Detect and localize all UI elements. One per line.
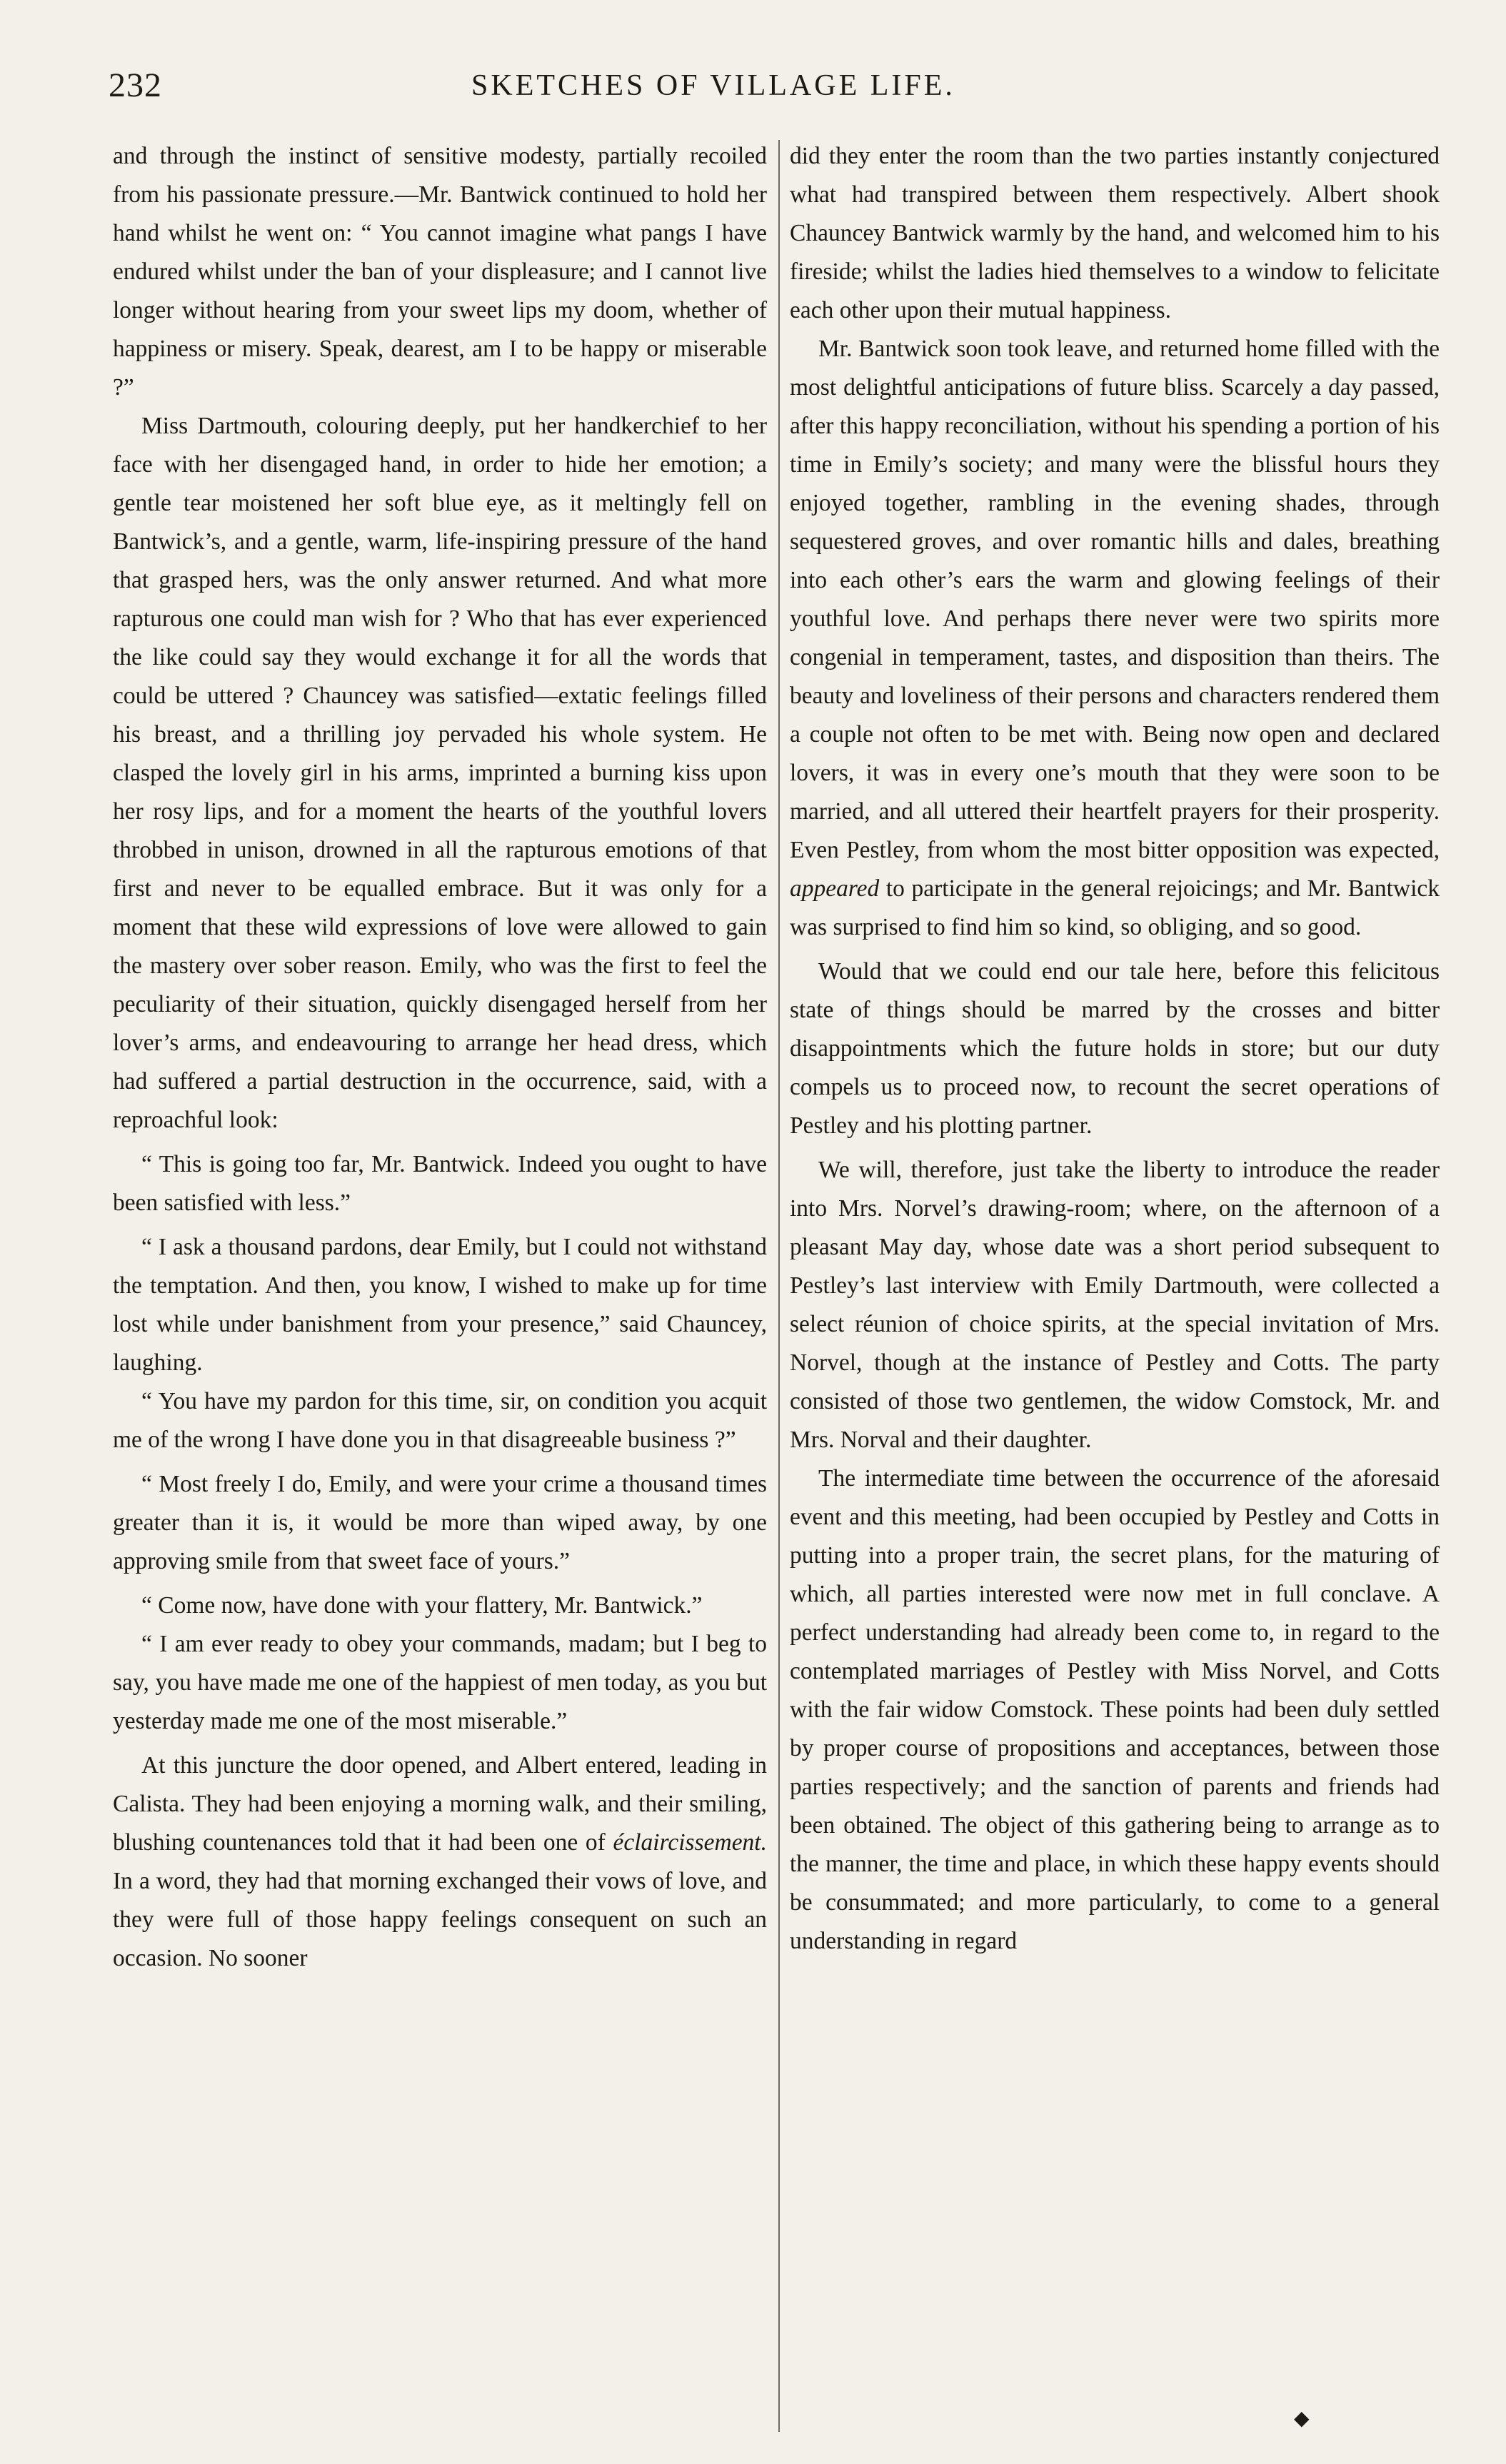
page-number: 232 <box>109 66 162 104</box>
paragraph: “ This is going too far, Mr. Bantwick. Indeed you ought to have been satisfied with less.” <box>113 1151 767 1216</box>
italic-text: appeared <box>790 875 880 902</box>
paragraph <box>113 1746 767 1978</box>
paragraph: “ I am ever ready to obey your commands, madam; but I beg to say, you have made me one of the happiest of men today, as you but yesterday made me one of the most miserable.” <box>113 1631 767 1734</box>
printer-mark: ◆ <box>1294 2408 1310 2430</box>
right-column <box>790 137 1440 1961</box>
paragraph <box>790 330 1440 947</box>
paragraph-text: At this juncture the door opened, and Albert entered, leading in Calista. They had been enjoying a morning walk, and their smiling, blushing countenances told that it had been one of <box>113 1752 767 1856</box>
paragraph: Miss Dartmouth, colouring deeply, put her handkerchief to her face with her disengaged hand, in order to hide her emotion; a gentle tear moistened her soft blue eye, as it meltingly fell on Bantwick’s, and a gentle, warm, life-inspiring pressure of the hand that grasped hers, was the only answer returned. And what more rapturous one could man wish for ? Who that has ever experienced the like could say they would exchange it for all the words that could be uttered ? Chauncey was satisfied—extatic feelings filled his breast, and a thrilling joy pervaded his whole system. He clasped the lovely girl in his arms, imprinted a burning kiss upon her rosy lips, and for a moment the hearts of the youthful lovers throbbed in unison, drowned in all the rapturous emotions of that first and never to be equalled embrace. But it was only for a moment that these wild expressions of love were allowed to gain the mastery over sober reason. Emily, who was the first to feel the peculiarity of their situation, quickly disengaged herself from her lover’s arms, and endeavouring to arrange her head dress, which had suffered a partial destruction in the occurrence, said, with a reproachful look: <box>113 413 767 1133</box>
paragraph: We will, therefore, just take the liberty to introduce the reader into Mrs. Norvel’s drawing-room; where, on the afternoon of a pleasant May day, whose date was a short period subsequent to Pestley’s last interview with Emily Dartmouth, were collected a select réunion of choice spirits, at the special invitation of Mrs. Norvel, though at the instance of Pestley and Cotts. The party consisted of those two gentlemen, the widow Comstock, Mr. and Mrs. Norval and their daughter. <box>790 1157 1440 1453</box>
paragraph-text: to participate in the general rejoicings; and Mr. Bantwick was surprised to find him so kind, so obliging, and so good. <box>790 875 1440 940</box>
paragraph: The intermediate time between the occurrence of the aforesaid event and this meeting, had been occupied by Pestley and Cotts in putting into a proper train, the secret plans, for the maturing of which, all parties interested were now met in full conclave. A perfect understanding had already been come to, in regard to the contemplated marriages of Pestley with Miss Norvel, and Cotts with the fair widow Comstock. These points had been duly settled by proper course of propositions and acceptances, between those parties respectively; and the sanction of parents and friends had been obtained. The object of this gathering being to arrange as to the manner, the time and place, in which these happy events should be consummated; and more particularly, to come to a general understanding in regard <box>790 1465 1440 1954</box>
left-column <box>113 137 767 1978</box>
paragraph: “ Come now, have done with your flattery, Mr. Bantwick.” <box>141 1592 703 1619</box>
paragraph-text: Mr. Bantwick soon took leave, and returned home filled with the most delightful anticipations of future bliss. Scarcely a day passed, after this happy reconciliation, without his spending a portion of his time in Emily’s society; and many were the blissful hours they enjoyed together, rambling in the evening shades, through sequestered groves, and over romantic hills and dales, breathing into each other’s ears the warm and glowing feelings of their youthful love. And perhaps there never were two spirits more congenial in temperament, tastes, and disposition than theirs. The beauty and loveliness of their persons and characters rendered them a couple not often to be met with. Being now open and declared lovers, it was in every one’s mouth that they were soon to be married, and all uttered their heartfelt prayers for their prosperity. Even Pestley, from whom the most bitter opposition was expected, <box>790 336 1440 863</box>
paragraph: and through the instinct of sensitive modesty, partially recoiled from his passionate pressure.—Mr. Bantwick continued to hold her hand whilst he went on: “ You cannot imagine what pangs I have endured whilst under the ban of your displeasure; and I cannot live longer without hearing from your sweet lips my doom, whether of happiness or misery. Speak, dearest, am I to be happy or miserable ?” <box>113 143 767 401</box>
paragraph: Would that we could end our tale here, before this felicitous state of things should be marred by the crosses and bitter disappointments which the future holds in store; but our duty compels us to proceed now, to recount the secret operations of Pestley and his plotting partner. <box>790 958 1440 1139</box>
paragraph-text: In a word, they had that morning exchanged their vows of love, and they were full of those happy feelings consequent on such an occasion. No sooner <box>113 1868 767 1971</box>
running-head: SKETCHES OF VILLAGE LIFE. <box>471 69 955 102</box>
paragraph: did they enter the room than the two parties instantly conjectured what had transpired between them respectively. Albert shook Chauncey Bantwick warmly by the hand, and welcomed him to his fireside; whilst the ladies hied themselves to a window to felicitate each other upon their mutual happiness. <box>790 143 1440 323</box>
column-divider <box>778 140 780 2432</box>
paragraph: “ Most freely I do, Emily, and were your crime a thousand times greater than it is, it would be more than wiped away, by one approving smile from that sweet face of yours.” <box>113 1471 767 1574</box>
italic-text: éclaircissement. <box>613 1829 767 1856</box>
paragraph: “ I ask a thousand pardons, dear Emily, but I could not withstand the temptation. And then, you know, I wished to make up for time lost while under banishment from your presence,” said Chauncey, laughing. <box>113 1234 767 1376</box>
paragraph: “ You have my pardon for this time, sir, on condition you acquit me of the wrong I have done you in that disagreeable business ?” <box>113 1388 767 1453</box>
